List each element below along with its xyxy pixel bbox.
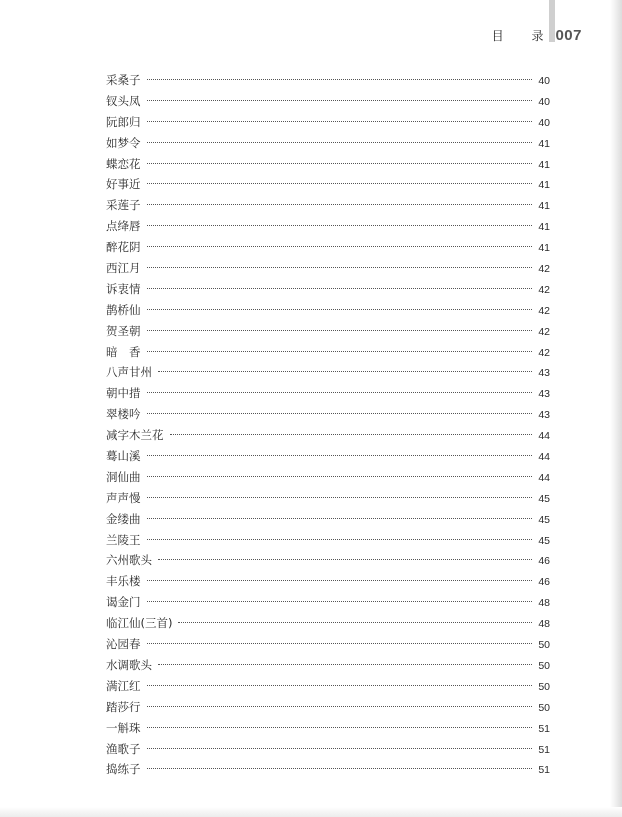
- toc-entry-page: 50: [538, 701, 550, 714]
- toc-entry-title: 水调歌头: [106, 657, 152, 672]
- toc-entry-page: 41: [538, 200, 550, 213]
- page-number: 007: [555, 26, 582, 44]
- dot-leader: [147, 163, 533, 164]
- toc-entry-title: 捣练子: [106, 762, 141, 777]
- toc-entry[interactable]: [106, 446, 550, 467]
- toc-entry[interactable]: [106, 70, 550, 91]
- toc-entry[interactable]: [106, 739, 550, 760]
- toc-entry-title: 兰陵王: [106, 532, 141, 547]
- toc-entry-page: 40: [538, 95, 550, 108]
- toc-entry-title: 醉花阴: [106, 240, 141, 255]
- toc-entry-page: 46: [538, 576, 550, 589]
- dot-leader: [147, 476, 533, 477]
- dot-leader: [147, 685, 533, 686]
- toc-entry-title: 谒金门: [106, 595, 141, 610]
- dot-leader: [147, 246, 533, 247]
- toc-entry-page: 45: [538, 513, 550, 526]
- toc-entry[interactable]: [106, 571, 550, 592]
- toc-entry-page: 51: [538, 743, 550, 756]
- toc-entry[interactable]: [106, 321, 550, 342]
- toc-entry[interactable]: [106, 112, 550, 133]
- section-title: 目 录: [491, 28, 556, 43]
- toc-entry[interactable]: [106, 237, 550, 258]
- toc-entry[interactable]: [106, 342, 550, 363]
- dot-leader: [147, 727, 533, 728]
- toc-entry[interactable]: [106, 174, 550, 195]
- dot-leader: [147, 288, 533, 289]
- toc-entry-page: 48: [538, 597, 550, 610]
- toc-entry-page: 41: [538, 179, 550, 192]
- toc-entry-title: 踏莎行: [106, 699, 141, 714]
- toc-entry-page: 43: [538, 367, 550, 380]
- toc-entry-page: 42: [538, 346, 550, 359]
- toc-entry-page: 50: [538, 680, 550, 693]
- toc-entry-page: 41: [538, 158, 550, 171]
- toc-entry[interactable]: [106, 592, 550, 613]
- toc-entry-title: 八声甘州: [106, 365, 152, 380]
- dot-leader: [147, 748, 533, 749]
- dot-leader: [147, 309, 533, 310]
- toc-entry-title: 鹊桥仙: [106, 302, 141, 317]
- dot-leader: [158, 664, 532, 665]
- toc-entry-page: 42: [538, 325, 550, 338]
- toc-entry-title: 西江月: [106, 261, 141, 276]
- toc-entry-title: 好事近: [106, 177, 141, 192]
- toc-entry[interactable]: [106, 697, 550, 718]
- toc-entry-page: 42: [538, 304, 550, 317]
- table-of-contents: [106, 70, 550, 780]
- toc-entry[interactable]: [106, 613, 550, 634]
- dot-leader: [147, 539, 533, 540]
- toc-entry-page: 41: [538, 242, 550, 255]
- toc-entry-title: 采莲子: [106, 198, 141, 213]
- dot-leader: [158, 559, 532, 560]
- toc-entry-title: 一斛珠: [106, 720, 141, 735]
- toc-entry-page: 44: [538, 451, 550, 464]
- toc-entry[interactable]: [106, 154, 550, 175]
- dot-leader: [147, 518, 533, 519]
- toc-entry-page: 51: [538, 722, 550, 735]
- toc-entry[interactable]: [106, 91, 550, 112]
- toc-entry-title: 贺圣朝: [106, 323, 141, 338]
- toc-entry[interactable]: [106, 718, 550, 739]
- toc-entry[interactable]: [106, 550, 550, 571]
- toc-entry-page: 42: [538, 263, 550, 276]
- toc-entry-title: 诉衷情: [106, 281, 141, 296]
- toc-entry-title: 翠楼吟: [106, 407, 141, 422]
- toc-entry-title: 如梦令: [106, 135, 141, 150]
- toc-entry-title: 蓦山溪: [106, 449, 141, 464]
- toc-entry-page: 42: [538, 283, 550, 296]
- toc-entry-page: 50: [538, 639, 550, 652]
- toc-entry-title: 钗头凤: [106, 93, 141, 108]
- toc-entry[interactable]: [106, 509, 550, 530]
- toc-entry-title: 暗 香: [106, 344, 141, 359]
- toc-entry-page: 45: [538, 534, 550, 547]
- dot-leader: [147, 100, 533, 101]
- toc-entry-page: 50: [538, 659, 550, 672]
- dot-leader: [147, 204, 533, 205]
- dot-leader: [147, 392, 533, 393]
- toc-entry-title: 临江仙(三首): [106, 616, 173, 631]
- dot-leader: [147, 580, 533, 581]
- toc-entry-title: 满江红: [106, 678, 141, 693]
- toc-entry[interactable]: [106, 258, 550, 279]
- toc-entry-title: 减字木兰花: [106, 428, 164, 443]
- dot-leader: [158, 371, 532, 372]
- dot-leader: [147, 455, 533, 456]
- toc-entry-page: 48: [538, 618, 550, 631]
- toc-entry[interactable]: [106, 425, 550, 446]
- toc-entry[interactable]: [106, 195, 550, 216]
- dot-leader: [147, 267, 533, 268]
- toc-entry-page: 43: [538, 388, 550, 401]
- dot-leader: [147, 351, 533, 352]
- toc-entry-page: 43: [538, 409, 550, 422]
- toc-entry-page: 51: [538, 764, 550, 777]
- dot-leader: [178, 622, 532, 623]
- toc-entry-title: 蝶恋花: [106, 156, 141, 171]
- dot-leader: [147, 225, 533, 226]
- toc-entry-title: 丰乐楼: [106, 574, 141, 589]
- toc-entry-title: 金缕曲: [106, 511, 141, 526]
- toc-entry-page: 46: [538, 555, 550, 568]
- toc-entry-title: 阮郎归: [106, 114, 141, 129]
- dot-leader: [147, 497, 533, 498]
- toc-entry-page: 40: [538, 75, 550, 87]
- toc-entry[interactable]: [106, 216, 550, 237]
- dot-leader: [147, 643, 533, 644]
- dot-leader: [147, 413, 533, 414]
- toc-entry-page: 41: [538, 221, 550, 234]
- toc-entry-page: 40: [538, 116, 550, 129]
- toc-entry-title: 渔歌子: [106, 741, 141, 756]
- page-header: [492, 24, 582, 46]
- dot-leader: [147, 601, 533, 602]
- dot-leader: [147, 79, 533, 80]
- toc-entry[interactable]: [106, 279, 550, 300]
- toc-entry[interactable]: [106, 676, 550, 697]
- toc-entry[interactable]: [106, 634, 550, 655]
- toc-entry-title: 采桑子: [106, 73, 141, 87]
- toc-entry[interactable]: [106, 133, 550, 154]
- toc-entry[interactable]: [106, 530, 550, 551]
- toc-entry[interactable]: [106, 383, 550, 404]
- dot-leader: [147, 330, 533, 331]
- toc-entry[interactable]: [106, 404, 550, 425]
- toc-entry-title: 声声慢: [106, 490, 141, 505]
- dot-leader: [147, 768, 533, 769]
- toc-entry-title: 朝中措: [106, 386, 141, 401]
- toc-entry-title: 六州歌头: [106, 553, 152, 568]
- toc-entry-title: 沁园春: [106, 637, 141, 652]
- dot-leader: [147, 706, 533, 707]
- page-bottom-shadow: [0, 807, 622, 817]
- toc-entry[interactable]: [106, 759, 550, 780]
- dot-leader: [147, 142, 533, 143]
- dot-leader: [147, 183, 533, 184]
- toc-entry-page: 45: [538, 492, 550, 505]
- toc-entry-title: 点绛唇: [106, 219, 141, 234]
- page-edge-shadow: [610, 0, 622, 817]
- dot-leader: [170, 434, 533, 435]
- dot-leader: [147, 121, 533, 122]
- toc-entry-title: 洞仙曲: [106, 469, 141, 484]
- toc-entry-page: 44: [538, 471, 550, 484]
- toc-entry[interactable]: [106, 300, 550, 321]
- toc-entry-page: 41: [538, 137, 550, 150]
- toc-entry[interactable]: [106, 467, 550, 488]
- toc-entry[interactable]: [106, 488, 550, 509]
- toc-entry[interactable]: [106, 362, 550, 383]
- toc-entry-page: 44: [538, 430, 550, 443]
- toc-entry[interactable]: [106, 655, 550, 676]
